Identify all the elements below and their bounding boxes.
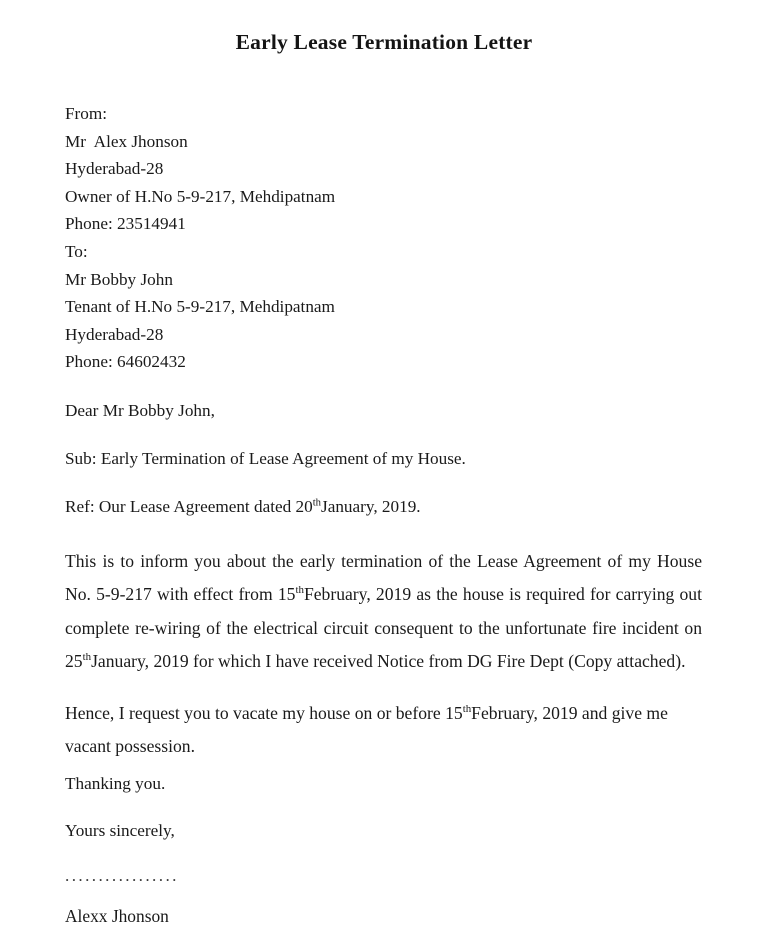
paragraph-2-part-2: February, 2019 and give me vacant possession.	[65, 702, 668, 757]
recipient-address: Tenant of H.No 5-9-217, Mehdipatnam	[65, 297, 335, 317]
recipient-block	[65, 238, 702, 376]
paragraph-2-ordinal-1: th	[462, 703, 472, 716]
recipient-label: To:	[65, 241, 88, 261]
body-paragraph-1	[65, 545, 702, 679]
sender-city: Hyderabad-28	[65, 159, 164, 179]
sender-block	[65, 100, 702, 238]
recipient-name: Mr Bobby John	[65, 269, 173, 289]
sender-address: Owner of H.No 5-9-217, Mehdipatnam	[65, 186, 336, 206]
signature-placeholder-line: .................	[65, 865, 179, 885]
recipient-phone: Phone: 64602432	[65, 352, 186, 372]
page-title: Early Lease Termination Letter	[235, 30, 533, 54]
body-paragraph-2	[65, 697, 702, 764]
paragraph-1-ordinal-1: th	[295, 584, 304, 597]
subject-line: Sub: Early Termination of Lease Agreement of my House.	[65, 448, 466, 468]
sender-label: From:	[65, 104, 108, 123]
paragraph-2-part-1: Hence, I request you to vacate my house on or before 15	[65, 702, 463, 723]
salutation: Dear Mr Bobby John,	[65, 400, 215, 420]
letter-body	[65, 100, 702, 928]
paragraph-1-ordinal-2: th	[82, 651, 92, 664]
sender-phone: Phone: 23514941	[65, 214, 186, 234]
closing-thanks: Thanking you.	[65, 773, 166, 793]
reference-ordinal: th	[312, 497, 321, 509]
signature-name: Alexx Jhonson	[65, 905, 169, 926]
paragraph-1-part-1: This is to inform you about the early termination of the Lease Agreement of my House No. 5-9-217 with effect from 15	[65, 550, 702, 605]
recipient-city: Hyderabad-28	[65, 324, 164, 344]
paragraph-1-part-3: January, 2019 for which I have received Notice from DG Fire Dept (Copy attached).	[91, 651, 686, 672]
sender-name: Mr Alex Jhonson	[65, 131, 188, 151]
reference-suffix: January, 2019.	[321, 496, 421, 516]
paragraph-1-part-2: February, 2019 as the house is required for carrying out complete re-wiring of the electrical circuit consequent to the unfortunate fire incident on 25	[65, 584, 702, 672]
reference-prefix: Ref: Our Lease Agreement dated 20	[65, 496, 313, 516]
reference-line	[65, 493, 702, 520]
closing-valediction: Yours sincerely,	[65, 820, 175, 840]
